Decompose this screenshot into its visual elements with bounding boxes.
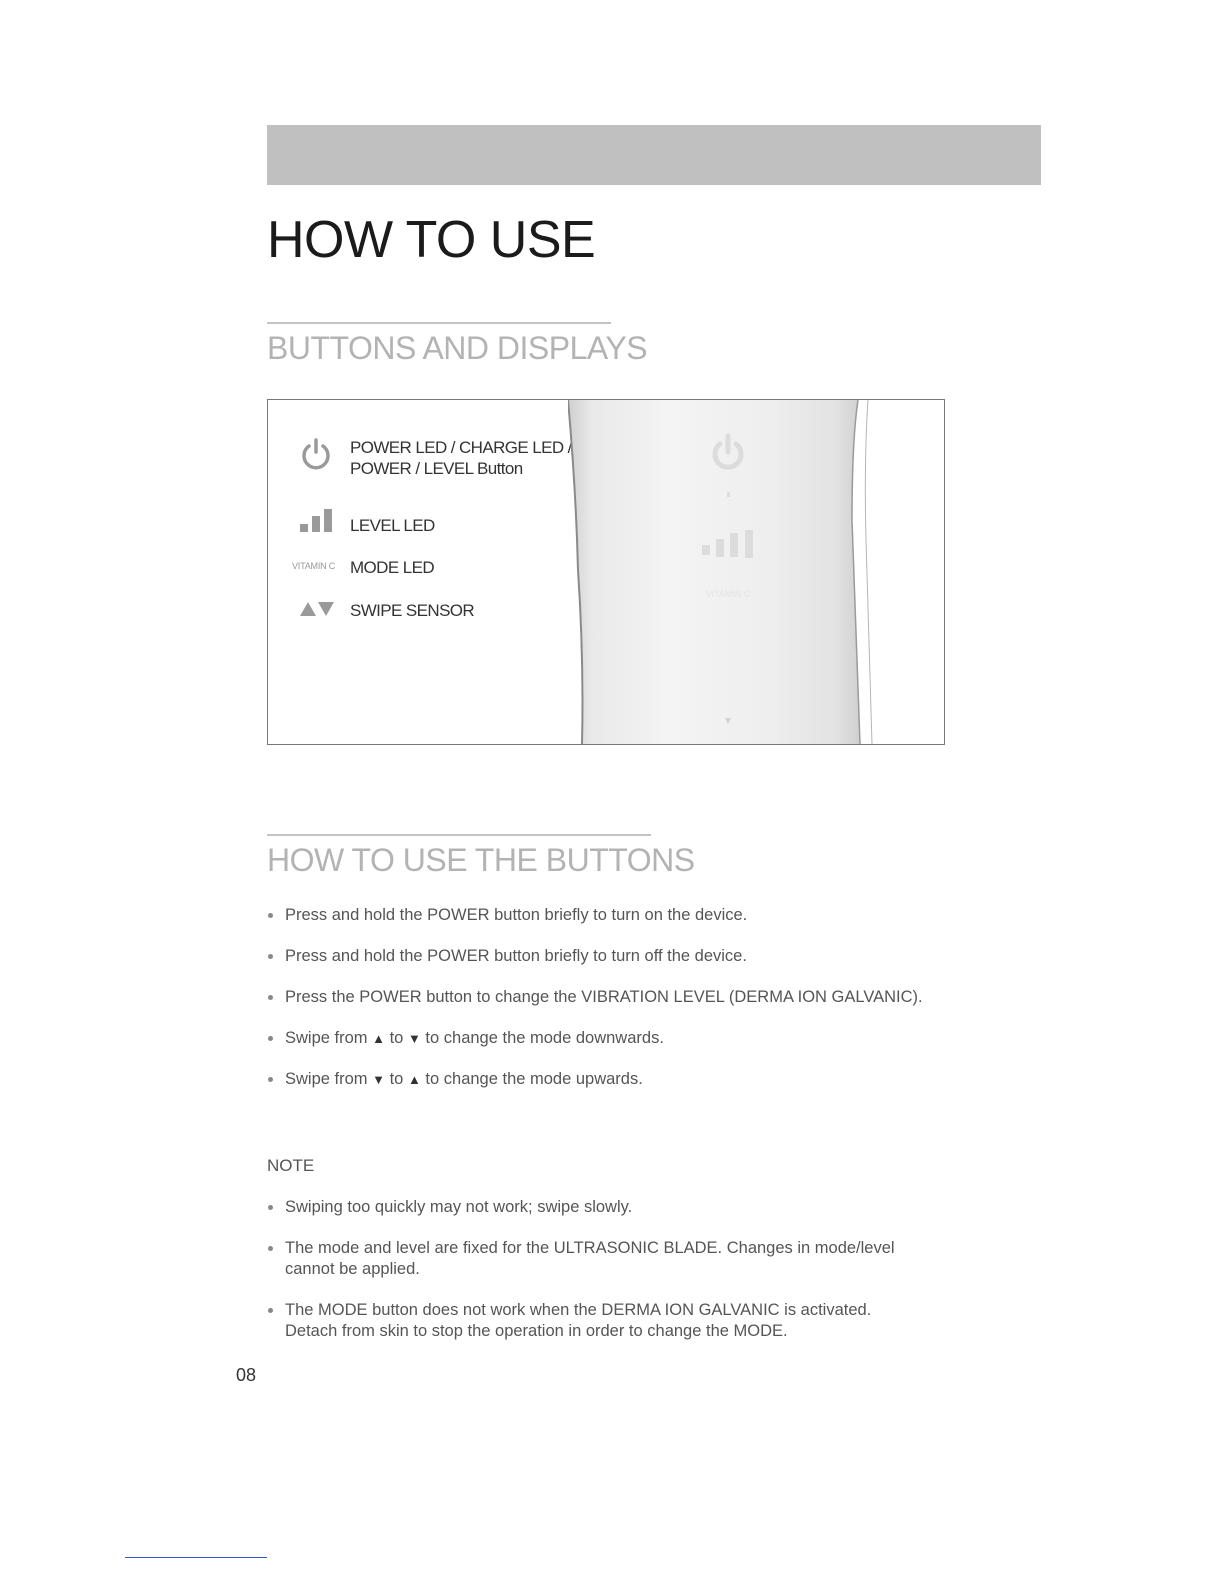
section-title-how-to-use-buttons: HOW TO USE THE BUTTONS [267, 842, 695, 878]
down-triangle-icon: ▼ [372, 1072, 385, 1087]
section-rule [267, 322, 611, 324]
swipe-up-text: to change the mode upwards. [425, 1070, 643, 1088]
up-down-triangles-icon [298, 600, 336, 618]
page-title: HOW TO USE [267, 211, 596, 269]
swipe-up-text: Swipe from [285, 1070, 368, 1088]
list-item: The MODE button does not work when the DERMA ION GALVANIC is activated. Detach from skin to stop the operation in order to change the MODE. [267, 1300, 907, 1342]
header-band [267, 125, 1041, 185]
swipe-down-text: Swipe from [285, 1029, 368, 1047]
section-title-buttons-displays: BUTTONS AND DISPLAYS [267, 330, 648, 366]
list-item: Swiping too quickly may not work; swipe slowly. [267, 1197, 907, 1218]
footer-rule [125, 1557, 267, 1558]
mode-legend-label: MODE LED [350, 558, 434, 577]
up-triangle-icon: ▲ [407, 1072, 421, 1087]
swipe-legend-label: SWIPE SENSOR [350, 601, 475, 620]
power-legend-line2: POWER / LEVEL Button [350, 459, 523, 478]
section-rule [267, 834, 651, 836]
buttons-displays-figure [267, 399, 945, 745]
power-icon [300, 436, 332, 472]
instruction-list [267, 905, 967, 1090]
list-item [267, 1028, 967, 1049]
up-triangle-icon: ▲ [372, 1031, 385, 1046]
note-label: NOTE [267, 1156, 315, 1175]
list-item: Press the POWER button to change the VIBRATION LEVEL (DERMA ION GALVANIC). [267, 987, 967, 1008]
list-item: Press and hold the POWER button briefly to turn off the device. [267, 946, 967, 967]
device-illustration [568, 400, 888, 744]
vitamin-c-tag: VITAMIN C [292, 561, 336, 571]
level-legend-label: LEVEL LED [350, 516, 435, 535]
swipe-down-text: to change the mode downwards. [425, 1029, 664, 1047]
list-item [267, 1069, 967, 1090]
note-list [267, 1197, 907, 1342]
swipe-down-text: to [389, 1029, 404, 1047]
swipe-up-text: to [389, 1070, 404, 1088]
level-bars-icon [298, 508, 336, 534]
power-legend-label [350, 437, 572, 479]
down-triangle-icon: ▼ [407, 1031, 421, 1046]
page-number: 08 [236, 1365, 257, 1385]
power-legend-line1: POWER LED / CHARGE LED / [350, 438, 572, 457]
list-item: Press and hold the POWER button briefly to turn on the device. [267, 905, 967, 926]
device-vitamin-c-label: VITAMIN C [705, 589, 751, 599]
list-item: The mode and level are fixed for the ULTRASONIC BLADE. Changes in mode/level cannot be applied. [267, 1238, 907, 1280]
device-led-dot [727, 492, 730, 497]
